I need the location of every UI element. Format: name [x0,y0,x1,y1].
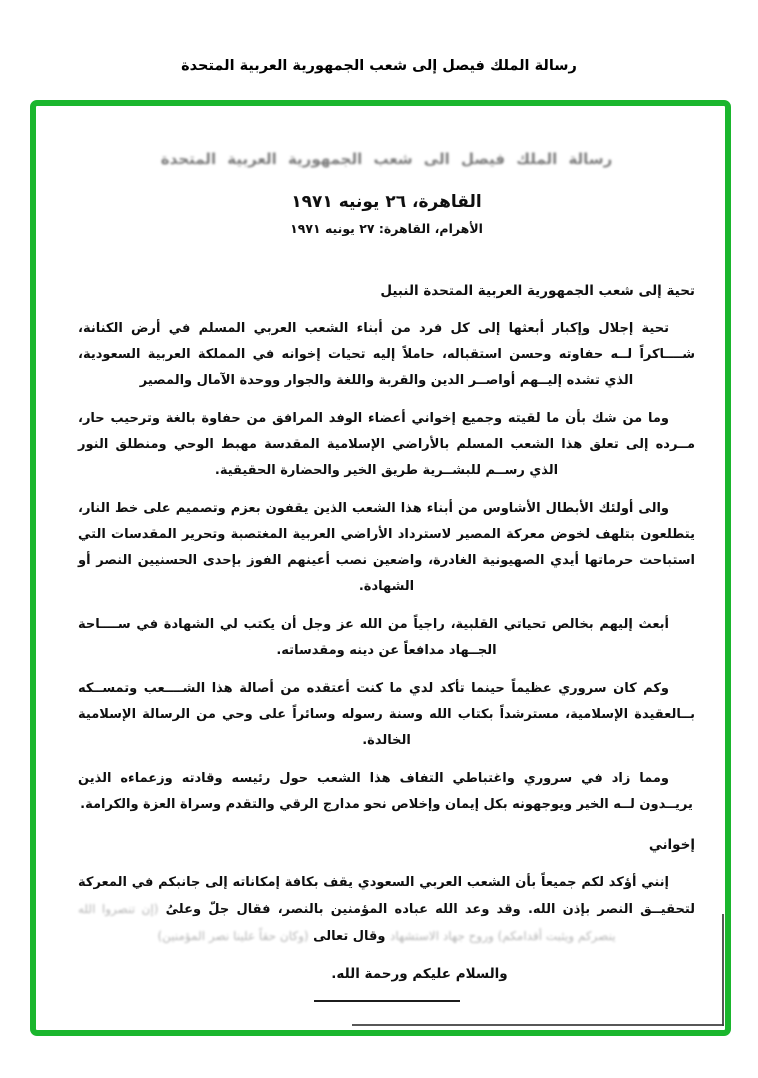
scan-edge-line [352,1024,724,1026]
final-paragraph [78,870,695,950]
brothers-line: إخواني [648,837,695,853]
body-paragraph: تحية إجلال وإكبار أبعثها إلى كل فرد من أبناء الشعب العربي المسلم في أرض الكنانة، شــــاكراً لــه حفاوته وحسن استقباله، حاملاً إليه تحيات إخوانه في المملكة العربية السعودية، الذي تشده إليــهم أواصــر الدين والقربة واللغة والجوار ووحدة الآمال والمصير [78,321,695,388]
page-title: رسالة الملك فيصل إلى شعب الجمهورية العربية المتحدة [181,58,577,74]
salutation-line: تحية إلى شعب الجمهورية العربية المتحدة النبيل [380,283,695,299]
body-paragraph: وكم كان سروري عظيماً حينما تأكد لدي ما كنت أعتقده من أصالة هذا الشــــعب وتمســكه بــالعقيدة الإسلامية، مسترشداً بكتاب الله وسنة رسوله وسائراً على وحي من الرسالة الإسلامية الخالدة. [78,681,695,748]
body-paragraph: أبعث إليهم بخالص تحياتي القلبية، راجياً من الله عز وجل أن يكتب لي الشهادة في ســــاحة الجــهاد مدافعاً عن دينه ومقدساته. [78,617,669,658]
final-paragraph-text: وقال تعالى [308,929,391,944]
body-paragraph: ومما زاد في سروري واغتباطي التفاف هذا الشعب حول رئيسه وقادته وزعماءه الذين يريــدون لــه الخير ويوجهونه بكل إيمان وإخلاص نحو مدارج الرقي والتقدم وسراة العزة والكرامة. [78,771,693,812]
green-frame [30,100,731,1036]
faded-quran-quote: (وكان حقاً علينا نصر المؤمنين) [157,929,309,943]
body-paragraph: وما من شك بأن ما لقيته وجميع إخواني أعضاء الوفد المرافق من حفاوة بالغة وترحيب حار، مــرده إلى تعلق هذا الشعب المسلم بالأراضي الإسلامية المقدسة مهبط الوحي ومنطلق النور الذي رســم للبشــرية طريق الخير والحضارة الحقيقية. [78,411,695,478]
body-paragraph: والى أولئك الأبطال الأشاوس من أبناء هذا الشعب الذين يقفون بعزم وتصميم على خط النار، يتطلعون بتلهف لخوض معركة المصير لاسترداد الأراضي العربية المغتصبة وتحرير المقدسات التي استباحت حرماتها أيدي الصهيونية الغادرة، واضعين نصب أعينهم الفوز بإحدى الحسنيين النصر أو الشهادة. [78,501,695,594]
scan-edge-line [722,914,724,1026]
closing-divider [314,1000,460,1002]
dateline: القاهرة، ٢٦ يونيه ١٩٧١ [291,192,482,212]
closing-salam-line: والسلام عليكم ورحمة الله. [331,966,508,982]
source-line: الأهرام، القاهرة: ٢٧ يونيه ١٩٧١ [290,221,483,236]
scanned-letter [36,106,725,1030]
scan-title: رسالة الملك فيصل الى شعب الجمهورية العربية المتحدة [160,150,613,168]
final-paragraph-text: إنني أؤكد لكم جميعاً بأن الشعب العربي السعودي يقف بكافة إمكاناته إلى جانبكم في المعركة لتحقيــق النصر بإذن الله. وقد وعد الله عباده المؤمنين بالنصر، فقال جلّ وعلىُ [78,875,696,917]
faded-quran-quote: (إن تنصروا الله ينصركم ويثبت أقدامكم) وروح جهاد الاستشهاد [78,902,616,943]
